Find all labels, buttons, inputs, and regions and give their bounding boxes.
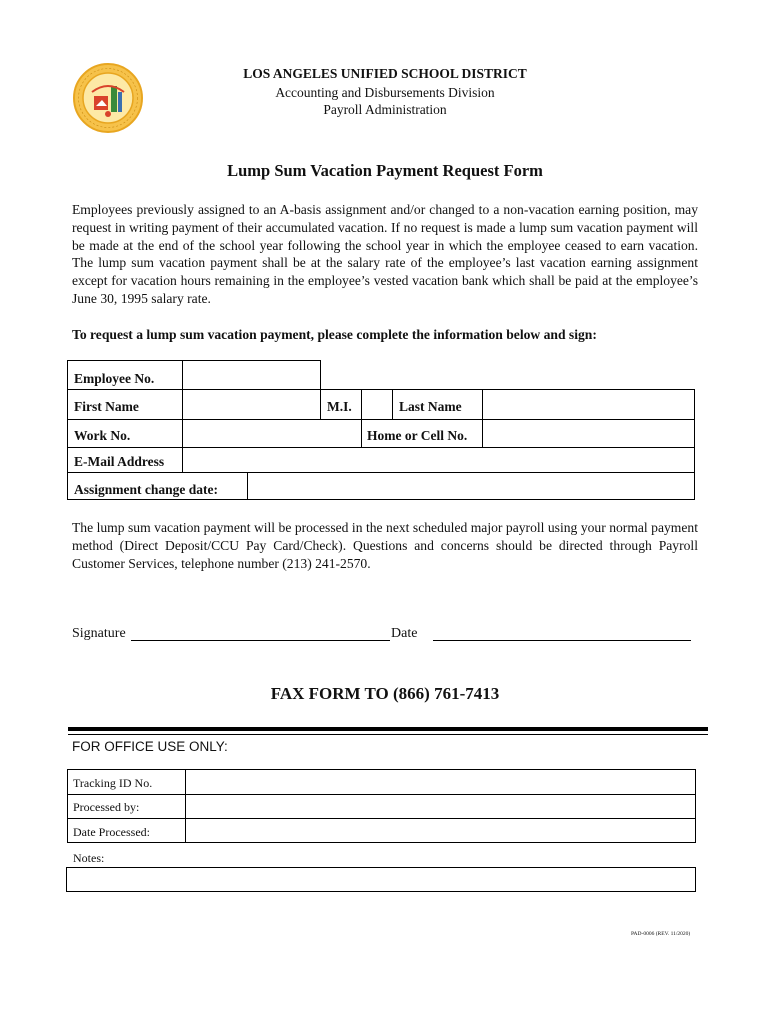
work-no-field[interactable] xyxy=(184,421,360,446)
last-name-label: Last Name xyxy=(399,399,462,414)
division-name: Accounting and Disbursements Division xyxy=(275,85,495,100)
assignment-change-label: Assignment change date: xyxy=(74,482,218,497)
department-name: Payroll Administration xyxy=(323,102,447,117)
office-use-heading: FOR OFFICE USE ONLY: xyxy=(72,739,228,754)
tracking-id-label: Tracking ID No. xyxy=(73,776,153,790)
date-processed-label: Date Processed: xyxy=(73,825,150,839)
mi-label: M.I. xyxy=(327,399,352,414)
last-name-field[interactable] xyxy=(484,391,693,418)
processed-by-field[interactable] xyxy=(187,796,694,817)
date-line[interactable] xyxy=(433,640,691,641)
date-label: Date xyxy=(391,626,418,641)
instruction-text: To request a lump sum vacation payment, please complete the information below and sign: xyxy=(72,327,597,342)
notes-label: Notes: xyxy=(73,851,105,865)
home-cell-field[interactable] xyxy=(484,421,693,446)
separator-thin xyxy=(68,734,708,735)
district-name: LOS ANGELES UNIFIED SCHOOL DISTRICT xyxy=(243,66,527,81)
home-cell-label: Home or Cell No. xyxy=(367,428,468,443)
fax-instruction: FAX FORM TO (866) 761-7413 xyxy=(270,684,500,703)
email-field[interactable] xyxy=(184,449,693,471)
signature-label: Signature xyxy=(72,626,126,641)
date-processed-field[interactable] xyxy=(187,820,694,841)
tracking-id-field[interactable] xyxy=(187,771,694,793)
processed-by-label: Processed by: xyxy=(73,800,140,814)
employee-no-label: Employee No. xyxy=(74,371,155,386)
email-label: E-Mail Address xyxy=(74,454,165,469)
processing-paragraph: The lump sum vacation payment will be processed in the next scheduled major payroll using your normal payment method (Direct Deposit/CCU Pay Card/Check). Questions and concerns should be directed through Payroll Customer Services, telephone number (213) 241-2570. xyxy=(72,520,698,571)
mi-field[interactable] xyxy=(363,391,391,418)
first-name-field[interactable] xyxy=(184,391,319,418)
assignment-change-field[interactable] xyxy=(249,474,693,498)
signature-line[interactable] xyxy=(131,640,390,641)
first-name-label: First Name xyxy=(74,399,139,414)
work-no-label: Work No. xyxy=(74,428,131,443)
notes-field[interactable] xyxy=(66,867,696,892)
form-code: PAD-0006 (REV. 11/2020) xyxy=(631,931,691,937)
intro-paragraph: Employees previously assigned to an A-basis assignment and/or changed to a non-vacation earning position, may request in writing payment of their accumulated vacation. If no request is made a lump sum vacation payment will be made at the end of the school year following the school year in which the employee ceased to earn vacation. The lump sum vacation payment shall be at the salary rate of the employee’s last vacation earning assignment except for vacation hours remaining in the employee’s vested vacation bank which shall be paid at the employee’s June 30, 1995 salary rate. xyxy=(72,202,698,306)
form-title: Lump Sum Vacation Payment Request Form xyxy=(227,161,543,180)
separator-thick xyxy=(68,727,708,731)
employee-no-field[interactable] xyxy=(184,362,319,388)
